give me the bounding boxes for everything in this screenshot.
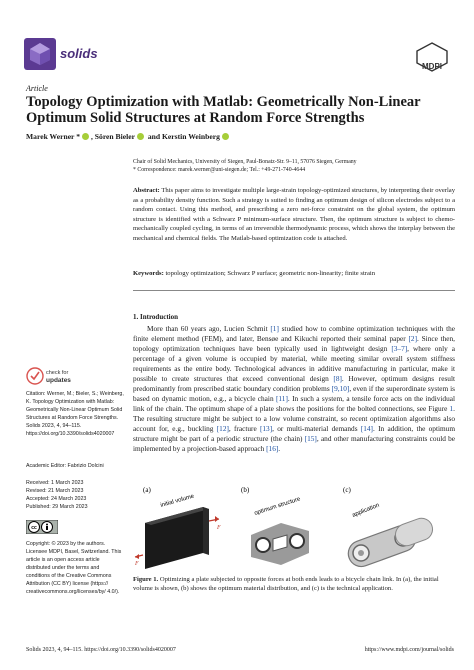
intro-paragraph bbox=[133, 324, 455, 454]
paragraph-text: More than 60 years ago, Lucien Schmit bbox=[147, 324, 271, 333]
keywords-text: topology optimization; Schwarz P surface; geometric non-linearity; finite strain bbox=[165, 270, 376, 277]
divider bbox=[133, 290, 455, 291]
copyright-notice: Copyright: © 2023 by the authors. Licensee MDPI, Basel, Switzerland. This article is an open access article distributed under the terms and conditions of the Creative Commons Attribution (CC BY) license (https:// creativecommons.org/licenses/by/ 4.0/). bbox=[26, 541, 122, 595]
reference-link[interactable]: [15] bbox=[304, 434, 317, 443]
orcid-icon[interactable] bbox=[137, 133, 144, 140]
check-text-1: check for bbox=[46, 370, 69, 376]
figure-1 bbox=[133, 483, 455, 573]
panel-b-label: (b) bbox=[241, 486, 250, 494]
orcid-icon[interactable] bbox=[222, 133, 229, 140]
figure-caption-label: Figure 1. bbox=[133, 576, 159, 583]
keywords-label: Keywords: bbox=[133, 270, 164, 277]
correspondence-line: * Correspondence: marek.werner@uni-siegen.de; Tel.: +49-271-740-4644 bbox=[133, 167, 306, 173]
academic-editor: Academic Editor: Fabrizio Dolcini bbox=[26, 463, 104, 469]
orcid-icon[interactable] bbox=[82, 133, 89, 140]
keywords bbox=[133, 269, 455, 278]
reference-link[interactable]: [11] bbox=[275, 394, 288, 403]
check-for-updates-badge[interactable] bbox=[26, 365, 76, 387]
reference-link[interactable]: [2] bbox=[408, 334, 417, 343]
publisher-name: MDPI bbox=[422, 62, 442, 71]
paragraph-text: , fracture bbox=[228, 424, 260, 433]
author-1: Marek Werner * bbox=[26, 132, 80, 141]
reference-link[interactable]: [14] bbox=[360, 424, 373, 433]
reference-link[interactable]: [3–7] bbox=[391, 344, 408, 353]
svg-text:cc: cc bbox=[31, 525, 37, 531]
panel-a-label: (a) bbox=[143, 486, 151, 494]
footer-journal-url[interactable]: https://www.mdpi.com/journal/solids bbox=[364, 647, 454, 653]
date-received: Received: 1 March 2023 bbox=[26, 480, 84, 486]
affiliation-line: Chair of Solid Mechanics, University of Siegen, Paul-Bonatz-Str. 9–11, 57076 Siegen, Germany bbox=[133, 159, 357, 165]
initial-volume-label: initial volume bbox=[159, 493, 195, 509]
date-revised: Revised: 21 March 2023 bbox=[26, 488, 84, 494]
date-published: Published: 29 March 2023 bbox=[26, 504, 88, 510]
mdpi-logo-icon bbox=[414, 42, 450, 72]
reference-link[interactable]: [9,10] bbox=[331, 384, 350, 393]
bicycle-chain-link bbox=[345, 515, 436, 570]
reference-link[interactable]: 1 bbox=[449, 404, 454, 413]
citation: Citation: Werner, M.; Bieler, S.; Weinberg, K. Topology Optimization with Matlab: Geometrically Non-Linear Optimum Solid Structures at Random Force Strengths. Solids 2023, 4, 94–115. https://doi.org/10.3390/solids4020007 bbox=[26, 391, 124, 437]
abstract-text: This paper aims to investigate multiple large-strain topology-optimized structures, by interpreting their overlay as a probability density function. Such a strategy is suited to finding an optimum design of silicon electrodes subject to a random contact. Using this method, and prescribing a zero net-force constraint on the global system, the optimum structure is identified with a Schwarz P minimum-surface structure. Then, the optimum structure is subject to chemo-mechanically coupled cycling, in terms of an irreversible thermodynamic process, which shows the interplay between the mechanical and chemical fields. The Matlab-based optimization code is attached. bbox=[133, 187, 456, 242]
abstract bbox=[133, 186, 455, 244]
article-type: Article bbox=[26, 84, 48, 93]
paragraph-text: , and other manufacturing constraints could be implemented by a projection-based approach bbox=[133, 434, 456, 453]
optimum-structure-shape bbox=[251, 523, 309, 565]
paragraph-text: . However, optimum designs result predominantly from prescribed static boundary condition problems bbox=[133, 374, 455, 393]
paragraph-text: . The resulting structure might be subject to a low volume constraint, so recent optimization algorithms also account for, e.g., buckling bbox=[133, 404, 455, 433]
reference-link[interactable]: [8] bbox=[333, 374, 342, 383]
author-3: and Kerstin Weinberg bbox=[147, 132, 220, 141]
cc-by-license-icon[interactable] bbox=[26, 520, 58, 534]
author-2: Sören Bieler bbox=[94, 132, 135, 141]
application-label: application bbox=[351, 502, 381, 519]
date-accepted: Accepted: 24 March 2023 bbox=[26, 496, 87, 502]
paragraph-text: , even if the superordinate system is based on dynamic motion, e.g., a bicycle chain bbox=[133, 384, 456, 403]
paragraph-text: , or multi-material demands bbox=[272, 424, 361, 433]
force-label-right: F bbox=[217, 525, 221, 531]
reference-link[interactable]: [12] bbox=[216, 424, 229, 433]
abstract-label: Abstract: bbox=[133, 187, 160, 194]
affiliation bbox=[133, 158, 453, 174]
section-heading: 1. Introduction bbox=[133, 313, 178, 321]
paragraph-text: . In such a system, a tensile force acts on the individual link of the chain. The optimum shape of a plate shows the positions for the bolted connections, see Figure bbox=[133, 394, 455, 413]
footer-citation: Solids 2023, 4, 94–115. https://doi.org/10.3390/solids4020007 bbox=[26, 647, 176, 653]
reference-link[interactable]: [16] bbox=[266, 444, 279, 453]
paragraph-text: . Since then, topology optimization techniques have been typically used in lightweight design bbox=[133, 334, 456, 353]
journal-logo-icon bbox=[24, 38, 56, 70]
panel-c-label: (c) bbox=[343, 486, 351, 494]
paragraph-text: , where only a percentage of a given volume is occupied by material, while meeting similar overall system stiffness requirements as the entire body. Technological advances in additive manufacturing in particular, make it possible to create structures that exceed conventional design bbox=[133, 344, 455, 383]
reference-link[interactable]: [1] bbox=[270, 324, 279, 333]
paragraph-text: . In addition, the optimum structure might be part of a periodic structure (the chain) bbox=[133, 424, 456, 443]
check-text-2: updates bbox=[46, 377, 71, 384]
optimum-structure-label: optimum structure bbox=[253, 496, 302, 517]
force-label-left: F bbox=[135, 561, 139, 567]
figure-caption-text: Optimizing a plate subjected to opposite forces at both ends leads to a bicycle chain link. In (a), the initial volume is shown, (b) shows the optimum material distribution, and (c) is the technical application. bbox=[133, 576, 439, 592]
paragraph-text: studied how to combine optimization techniques with the finite element method (FEM), and later, Bensøe and Kikuchi reported their seminal paper bbox=[133, 324, 456, 343]
author-list: Marek Werner * , Sören Bieler and Kerstin Weinberg bbox=[26, 132, 231, 141]
journal-name: solids bbox=[60, 46, 98, 61]
paragraph-text: . bbox=[278, 444, 281, 453]
figure-caption bbox=[133, 575, 455, 593]
reference-link[interactable]: [13] bbox=[259, 424, 273, 433]
paper-title: Topology Optimization with Matlab: Geometrically Non-Linear Optimum Solid Structures at Random Force Strengths bbox=[26, 94, 421, 126]
